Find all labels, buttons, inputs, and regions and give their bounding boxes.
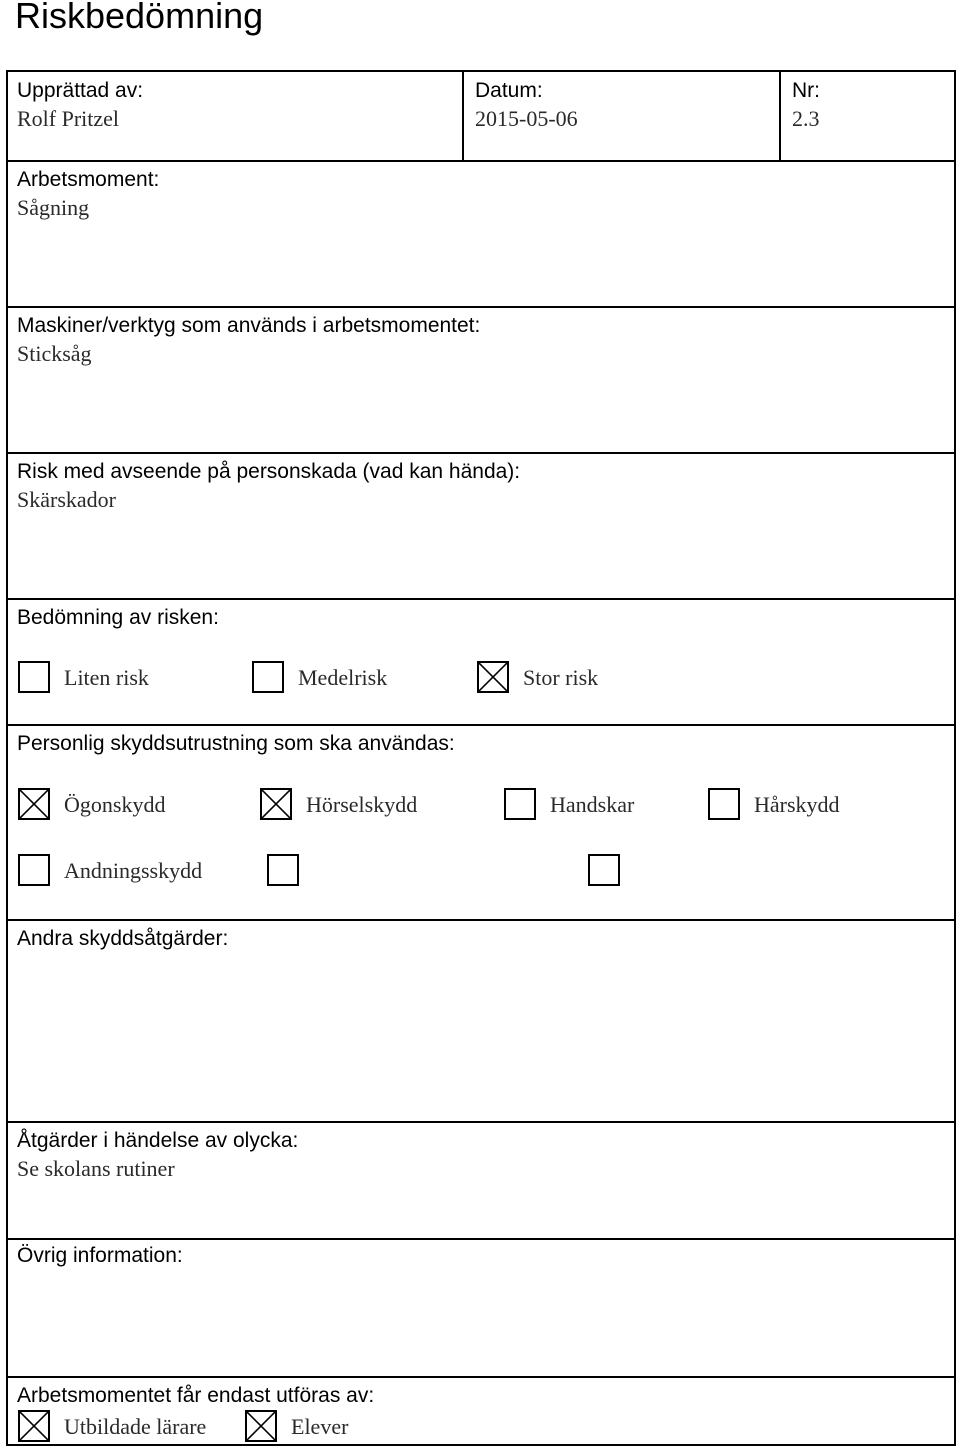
assessment-option-label: Stor risk [523, 665, 599, 690]
task-label: Arbetsmoment: [17, 168, 160, 191]
assessment-row [8, 600, 954, 726]
ppe-option-label: Ögonskydd [64, 792, 166, 817]
machines-label: Maskiner/verktyg som används i arbetsmomentet: [17, 314, 481, 337]
accident-value[interactable]: Se skolans rutiner [17, 1156, 175, 1181]
task-value[interactable]: Sågning [17, 195, 90, 220]
assessment-option-label: Liten risk [64, 665, 149, 690]
accident-row [8, 1123, 954, 1240]
prepared-by-value[interactable]: Rolf Pritzel [17, 106, 120, 131]
ppe-option-checkbox[interactable] [18, 854, 50, 886]
machines-row [8, 308, 954, 454]
ppe-option-checkbox[interactable] [708, 788, 740, 820]
risk-value[interactable]: Skärskador [17, 487, 116, 512]
other-info-row [8, 1240, 954, 1378]
page-title: Riskbedömning [15, 0, 264, 36]
column-divider [462, 72, 464, 160]
performed-by-label: Arbetsmomentet får endast utföras av: [17, 1384, 375, 1407]
assessment-option-checkbox[interactable] [477, 661, 509, 693]
performed-by-option-checkbox[interactable] [18, 1410, 50, 1442]
performed-by-option-label: Utbildade lärare [64, 1414, 207, 1439]
check-mark-icon [247, 1412, 275, 1440]
check-mark-icon [20, 790, 48, 818]
ppe-option-label: Andningsskydd [64, 858, 203, 883]
prepared-by-label: Upprättad av: [17, 79, 144, 102]
other-info-label: Övrig information: [17, 1244, 183, 1267]
ppe-option-checkbox[interactable] [18, 788, 50, 820]
accident-label: Åtgärder i händelse av olycka: [17, 1129, 299, 1152]
header-row [8, 72, 954, 162]
ppe-option-checkbox[interactable] [260, 788, 292, 820]
performed-by-row [8, 1378, 954, 1446]
performed-by-option-label: Elever [291, 1414, 349, 1439]
ppe-option-label: Hårskydd [754, 792, 840, 817]
assessment-option-label: Medelrisk [298, 665, 388, 690]
ppe-option-checkbox[interactable] [267, 854, 299, 886]
nr-value[interactable]: 2.3 [792, 106, 820, 131]
assessment-label: Bedömning av risken: [17, 606, 219, 629]
ppe-option-label: Handskar [550, 792, 635, 817]
check-mark-icon [262, 790, 290, 818]
date-label: Datum: [475, 79, 543, 102]
other-measures-label: Andra skyddsåtgärder: [17, 927, 229, 950]
check-mark-icon [20, 1412, 48, 1440]
ppe-option-checkbox[interactable] [588, 854, 620, 886]
ppe-row [8, 726, 954, 921]
machines-value[interactable]: Sticksåg [17, 341, 92, 366]
risk-label: Risk med avseende på personskada (vad kan hända): [17, 460, 521, 483]
risk-row [8, 454, 954, 600]
assessment-option-checkbox[interactable] [252, 661, 284, 693]
task-row [8, 162, 954, 308]
column-divider [779, 72, 781, 160]
date-value[interactable]: 2015-05-06 [475, 106, 578, 131]
ppe-option-label: Hörselskydd [306, 792, 418, 817]
ppe-label: Personlig skyddsutrustning som ska användas: [17, 732, 455, 755]
ppe-option-checkbox[interactable] [504, 788, 536, 820]
nr-label: Nr: [792, 79, 820, 102]
performed-by-option-checkbox[interactable] [245, 1410, 277, 1442]
check-mark-icon [479, 663, 507, 691]
assessment-option-checkbox[interactable] [18, 661, 50, 693]
other-measures-row [8, 921, 954, 1123]
risk-assessment-form [6, 70, 956, 1446]
